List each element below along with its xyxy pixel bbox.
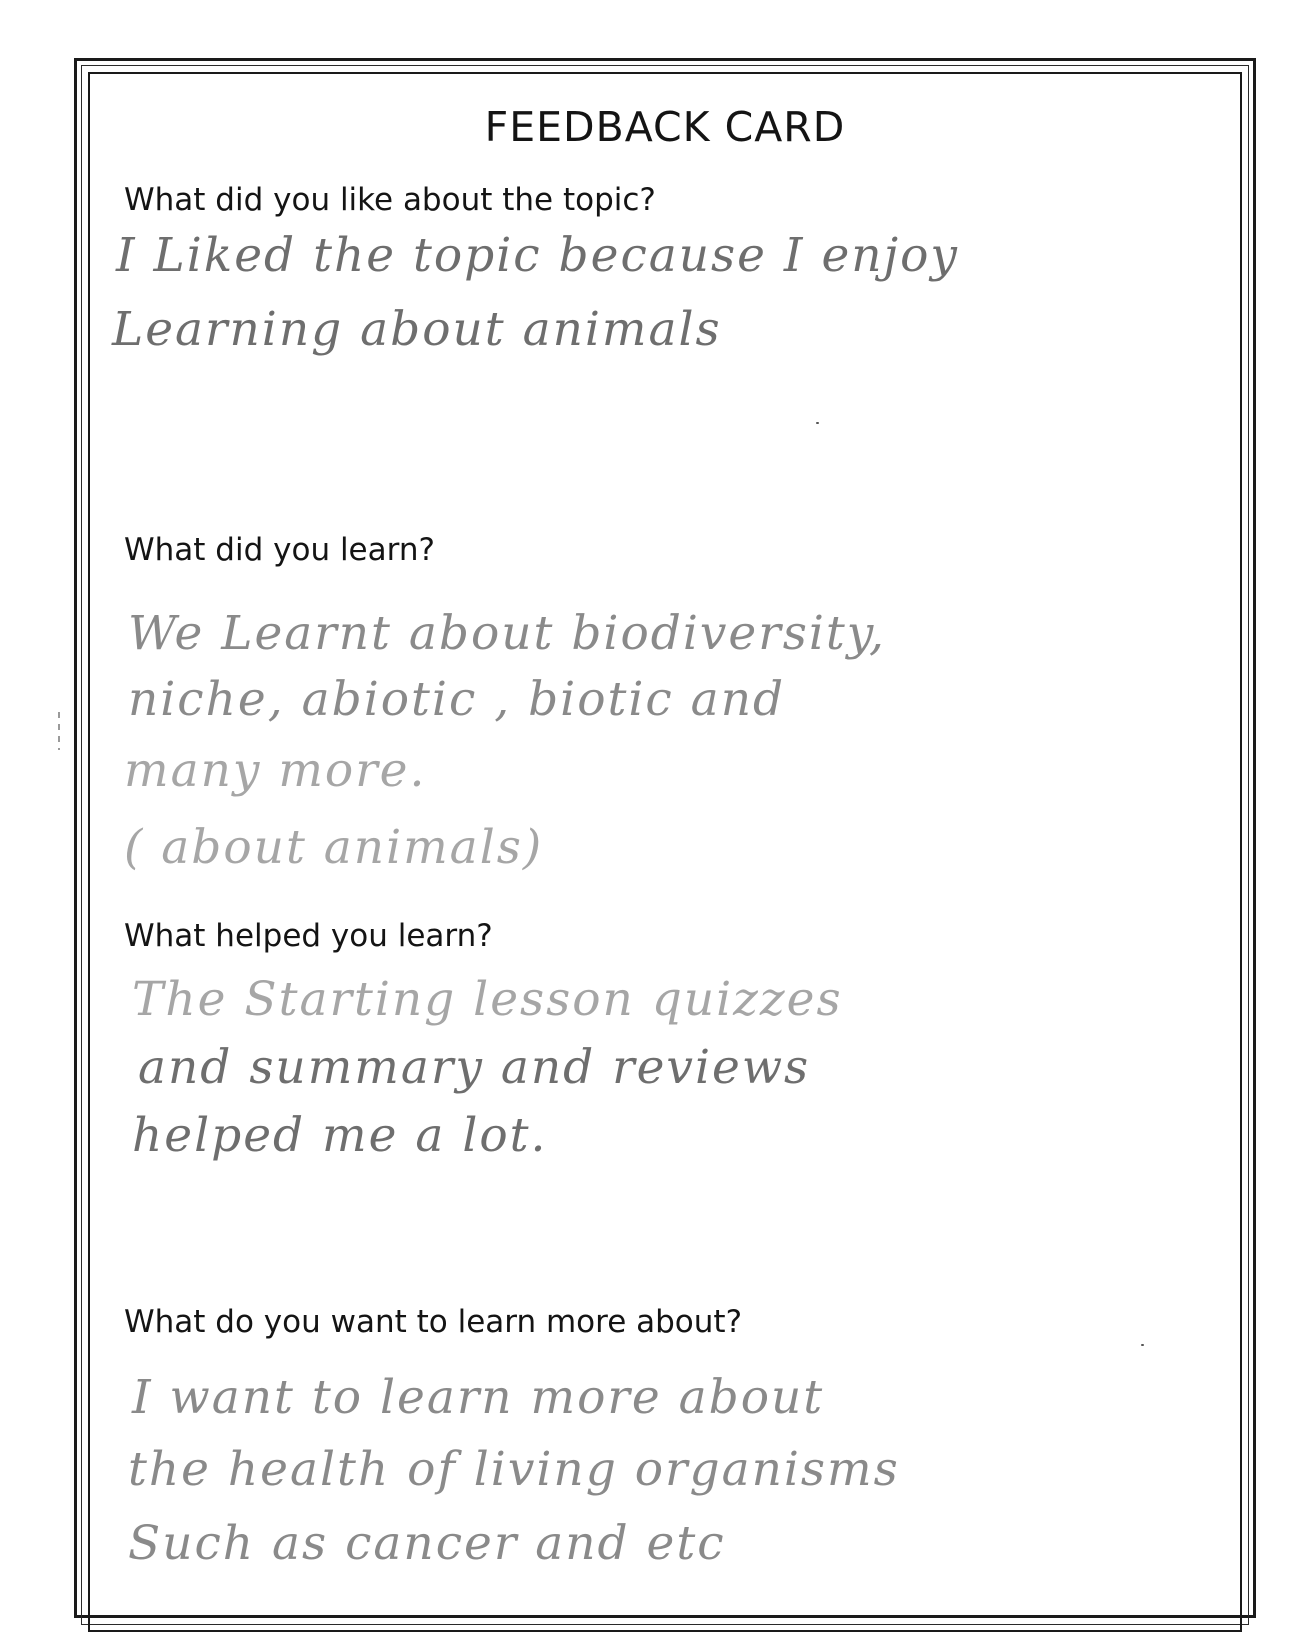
answer-line: We Learnt about biodiversity, xyxy=(128,606,886,661)
card-title: FEEDBACK CARD xyxy=(484,103,846,151)
answer-line: the health of living organisms xyxy=(128,1442,900,1497)
answer-line: I want to learn more about xyxy=(132,1370,825,1425)
answer-line: Such as cancer and etc xyxy=(128,1516,726,1571)
answer-line: The Starting lesson quizzes xyxy=(132,972,843,1027)
answer-line: helped me a lot. xyxy=(132,1108,548,1163)
answer-line: niche, abiotic , biotic and xyxy=(128,672,786,727)
answer-line: ( about animals) xyxy=(124,820,544,875)
answer-line: Learning about animals xyxy=(112,302,722,357)
question-learn-more: What do you want to learn more about? xyxy=(124,1304,743,1340)
question-what-helped: What helped you learn? xyxy=(124,918,493,954)
answer-line: many more. xyxy=(124,743,427,798)
answer-line: and summary and reviews xyxy=(138,1040,811,1095)
question-like-topic: What did you like about the topic? xyxy=(124,182,656,218)
answer-line: I Liked the topic because I enjoy xyxy=(116,228,959,283)
scan-speck xyxy=(1141,1344,1144,1346)
scan-edge-mark xyxy=(58,712,60,750)
question-what-learned: What did you learn? xyxy=(124,532,435,568)
scan-speck xyxy=(816,422,819,424)
